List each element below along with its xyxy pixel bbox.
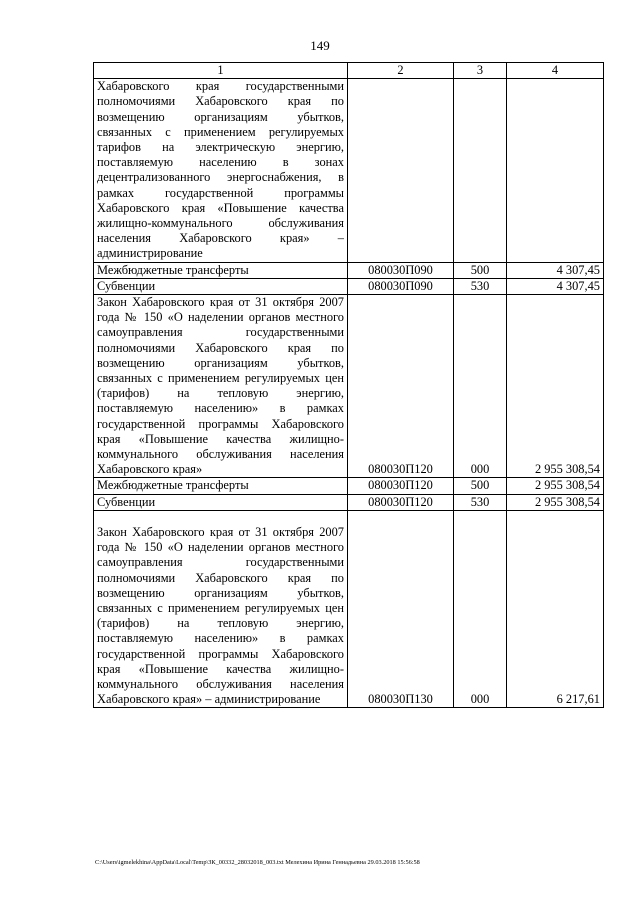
row-type: 000 xyxy=(454,295,507,478)
row-amount: 6 217,61 xyxy=(507,510,604,707)
row-amount: 4 307,45 xyxy=(507,278,604,294)
table-header-row xyxy=(94,63,604,79)
row-amount: 2 955 308,54 xyxy=(507,295,604,478)
row-type: 530 xyxy=(454,278,507,294)
row-name: Субвенции xyxy=(94,278,348,294)
row-code: 080030П120 xyxy=(348,494,454,510)
row-code xyxy=(348,79,454,262)
row-type: 000 xyxy=(454,510,507,707)
row-name: Закон Хабаровского края от 31 октября 2007 года № 150 «О наделении органов местного самоуправления государственными полномочиями Хабаровского края по возмещению организациям убытков, связанных с применением регулируемых цен (тарифов) на тепловую энергию, поставляемую населению» в рамках государственной программы Хабаровского края «Повышение качества жилищно-коммунального обслуживания населения Хабаровского края» xyxy=(94,295,348,478)
row-type: 500 xyxy=(454,262,507,278)
table-row xyxy=(94,494,604,510)
table-row xyxy=(94,278,604,294)
row-type xyxy=(454,79,507,262)
row-code: 080030П090 xyxy=(348,278,454,294)
row-code: 080030П090 xyxy=(348,262,454,278)
table-row xyxy=(94,295,604,478)
table-row xyxy=(94,262,604,278)
row-code: 080030П120 xyxy=(348,295,454,478)
row-name: Закон Хабаровского края от 31 октября 2007 года № 150 «О наделении органов местного самоуправления государственными полномочиями Хабаровского края по возмещению организациям убытков, связанных с применением регулируемых цен (тарифов) на тепловую энергию, поставляемую населению» в рамках государственной программы Хабаровского края «Повышение качества жилищно-коммунального обслуживания населения Хабаровского края» – администрирование xyxy=(94,510,348,707)
row-type: 530 xyxy=(454,494,507,510)
row-code: 080030П130 xyxy=(348,510,454,707)
row-amount: 4 307,45 xyxy=(507,262,604,278)
column-header-3: 3 xyxy=(454,63,507,79)
column-header-2: 2 xyxy=(348,63,454,79)
table-row xyxy=(94,478,604,494)
file-path-footer: C:\Users\igmelekhina\AppData\Local\Temp\ЗК_00332_28032018_003.txt Мелехина Ирина Геннадьевна 29.03.2018 15:56:58 xyxy=(95,859,420,866)
column-header-1: 1 xyxy=(94,63,348,79)
row-amount: 2 955 308,54 xyxy=(507,478,604,494)
row-name: Межбюджетные трансферты xyxy=(94,478,348,494)
page-number: 149 xyxy=(310,38,330,53)
row-name: Межбюджетные трансферты xyxy=(94,262,348,278)
budget-table xyxy=(93,62,604,708)
row-type: 500 xyxy=(454,478,507,494)
row-code: 080030П120 xyxy=(348,478,454,494)
row-amount: 2 955 308,54 xyxy=(507,494,604,510)
column-header-4: 4 xyxy=(507,63,604,79)
table-row xyxy=(94,510,604,707)
row-name: Субвенции xyxy=(94,494,348,510)
row-name: Хабаровского края государственными полномочиями Хабаровского края по возмещению организациям убытков, связанных с применением регулируемых тарифов на электрическую энергию, поставляемую населению в зонах децентрализованного энергоснабжения, в рамках государственной программы Хабаровского края «Повышение качества жилищно-коммунального обслуживания населения Хабаровского края» – администрирование xyxy=(94,79,348,262)
table-row xyxy=(94,79,604,262)
row-amount xyxy=(507,79,604,262)
